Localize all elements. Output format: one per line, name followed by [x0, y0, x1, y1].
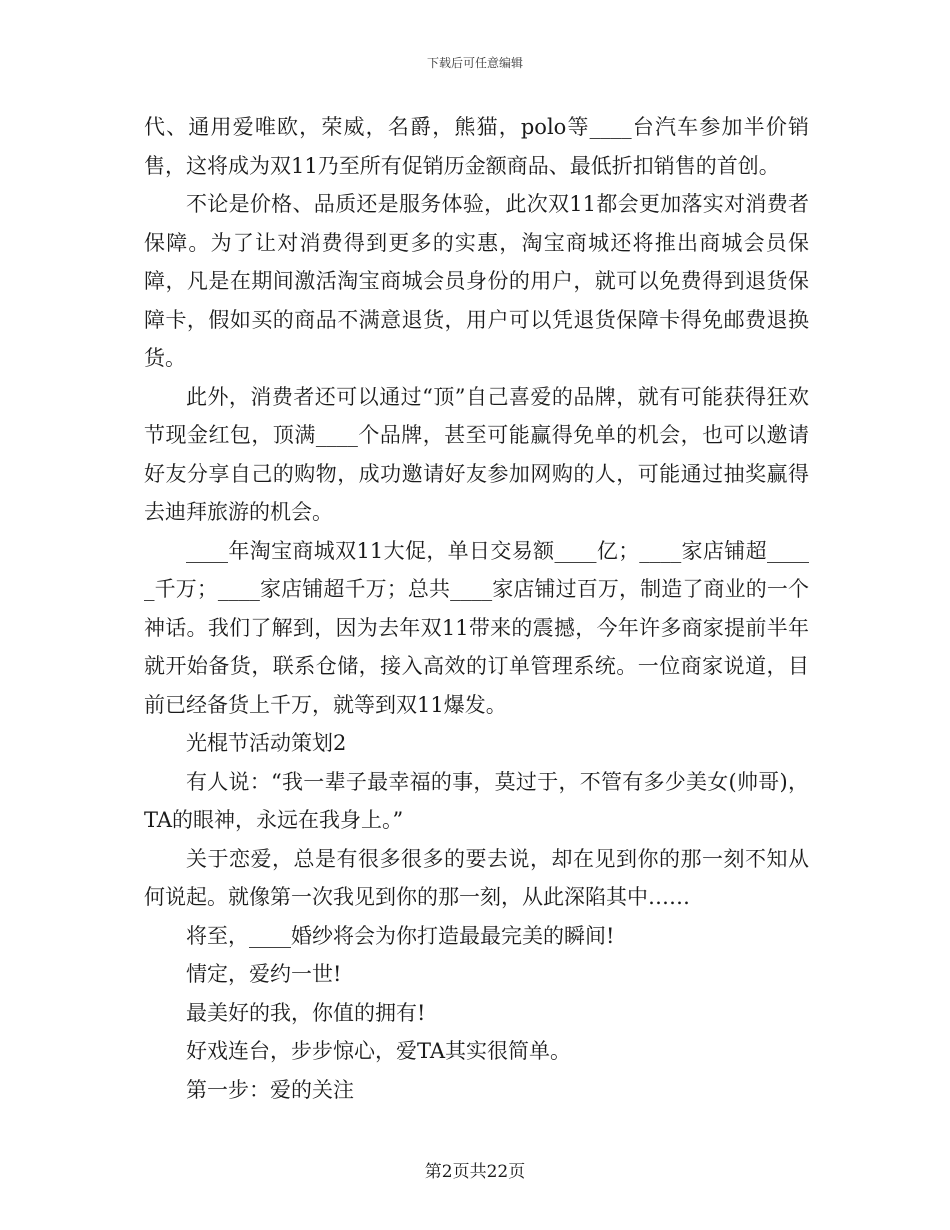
paragraph-1: 代、通用爱唯欧，荣威，名爵，熊猫，polo等____台汽车参加半价销售，这将成为双11乃至所有促销历金额商品、最低折扣销售的首创。	[144, 115, 809, 178]
paragraph-6: 有人说：“我一辈子最幸福的事，莫过于，不管有多少美女(帅哥)，TA的眼神，永远在我身上。”	[144, 769, 809, 832]
paragraph-10: 最美好的我，你值的拥有!	[186, 1000, 426, 1025]
page-number: 第2页共22页	[424, 1162, 526, 1182]
paragraph-9: 情定，爱约一世!	[186, 962, 342, 986]
paragraph-4: ____年淘宝商城双11大促，单日交易额____亿；____家店铺超_____千万；____家店铺超千万；总共____家店铺过百万，制造了商业的一个神话。我们了解到，因为去年双11带来的震撼，今年许多商家提前半年就开始备货，联系仓储，接入高效的订单管理系统。一位商家说道，目前已经备货上千万，就等到双11爆发。	[144, 538, 809, 717]
paragraph-7: 关于恋爱，总是有很多很多的要去说，却在见到你的那一刻不知从何说起。就像第一次我见到你的那一刻，从此深陷其中……	[144, 846, 809, 909]
paragraph-3: 此外，消费者还可以通过“顶”自己喜爱的品牌，就有可能获得狂欢节现金红包，顶满____个品牌，甚至可能赢得免单的机会，也可以邀请好友分享自己的购物，成功邀请好友参加网购的人，可能通过抽奖赢得去迪拜旅游的机会。	[144, 384, 809, 524]
paragraph-8: 将至，____婚纱将会为你打造最最完美的瞬间!	[186, 923, 615, 948]
paragraph-12: 第一步：爱的关注	[186, 1077, 354, 1102]
document-body	[144, 108, 809, 1109]
paragraph-11: 好戏连台，步步惊心，爱TA其实很简单。	[186, 1039, 572, 1063]
paragraph-2: 不论是价格、品质还是服务体验，此次双11都会更加落实对消费者保障。为了让对消费得到更多的实惠，淘宝商城还将推出商城会员保障，凡是在期间激活淘宝商城会员身份的用户，就可以免费得到退货保障卡，假如买的商品不满意退货，用户可以凭退货保障卡得免邮费退换货。	[144, 192, 809, 370]
page-header: 下载后可任意编辑	[426, 56, 523, 70]
section-heading: 光棍节活动策划2	[186, 731, 347, 755]
